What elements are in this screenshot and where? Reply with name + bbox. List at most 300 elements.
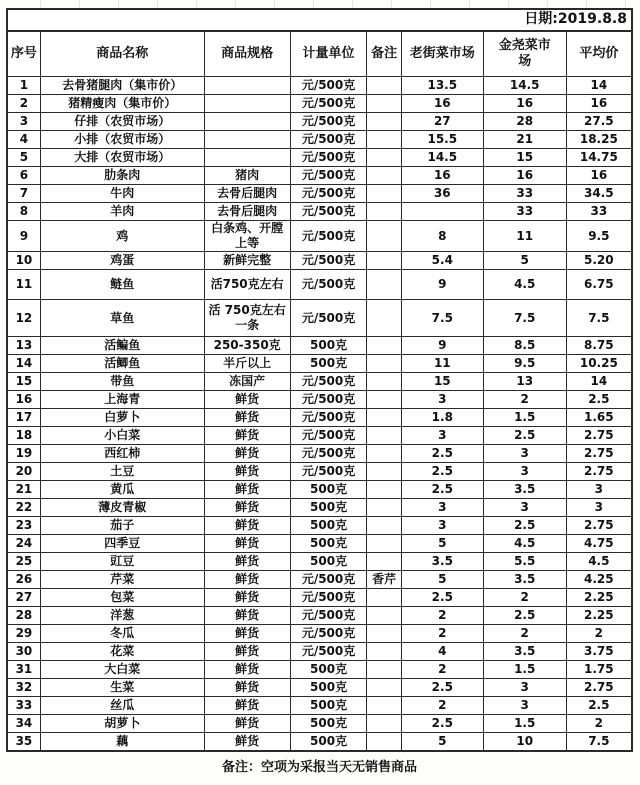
- cell-laojie-price: 2.5: [401, 481, 483, 499]
- table-row: [7, 625, 632, 643]
- cell-average-price: 9.5: [566, 221, 632, 252]
- cell-laojie-price: 4: [401, 643, 483, 661]
- cell-product-name: 薄皮青椒: [40, 499, 204, 517]
- cell-average-price: 4.25: [566, 571, 632, 589]
- cell-unit: 元/500克: [290, 463, 367, 481]
- cell-note: [367, 625, 401, 643]
- cell-laojie-price: 13.5: [401, 77, 483, 95]
- table-row: [7, 270, 632, 300]
- cell-product-name: 洋葱: [40, 607, 204, 625]
- cell-average-price: 2.5: [566, 391, 632, 409]
- cell-serial: 5: [7, 149, 40, 167]
- cell-jinyao-price: 14.5: [483, 77, 566, 95]
- cell-spec: [204, 131, 290, 149]
- cell-serial: 9: [7, 221, 40, 252]
- col-header-laojie-market: 老街菜市场: [401, 31, 483, 77]
- cell-average-price: 6.75: [566, 270, 632, 300]
- cell-laojie-price: 2: [401, 607, 483, 625]
- cell-serial: 32: [7, 679, 40, 697]
- cell-serial: 7: [7, 185, 40, 203]
- cell-serial: 31: [7, 661, 40, 679]
- cell-product-name: 黄瓜: [40, 481, 204, 499]
- cell-unit: 元/500克: [290, 643, 367, 661]
- cell-jinyao-price: 2: [483, 589, 566, 607]
- cell-note: [367, 131, 401, 149]
- cell-unit: 500克: [290, 733, 367, 752]
- cell-note: [367, 221, 401, 252]
- table-row: [7, 409, 632, 427]
- cell-laojie-price: 3: [401, 391, 483, 409]
- table-row: [7, 733, 632, 752]
- cell-unit: 元/500克: [290, 445, 367, 463]
- cell-jinyao-price: 15: [483, 149, 566, 167]
- table-row: [7, 337, 632, 355]
- cell-note: [367, 715, 401, 733]
- cell-jinyao-price: 5.5: [483, 553, 566, 571]
- cell-laojie-price: 2.5: [401, 679, 483, 697]
- cell-laojie-price: 2.5: [401, 463, 483, 481]
- cell-average-price: 2.25: [566, 607, 632, 625]
- cell-jinyao-price: 2.5: [483, 517, 566, 535]
- cell-jinyao-price: 2: [483, 391, 566, 409]
- cell-note: [367, 373, 401, 391]
- cell-serial: 28: [7, 607, 40, 625]
- cell-serial: 26: [7, 571, 40, 589]
- cell-product-name: 豇豆: [40, 553, 204, 571]
- cell-product-name: 小排（农贸市场）: [40, 131, 204, 149]
- cell-product-name: 肋条肉: [40, 167, 204, 185]
- cell-unit: 500克: [290, 661, 367, 679]
- cell-laojie-price: 5.4: [401, 252, 483, 270]
- cell-laojie-price: 7.5: [401, 300, 483, 337]
- cell-spec: [204, 77, 290, 95]
- cell-average-price: 27.5: [566, 113, 632, 131]
- cell-serial: 15: [7, 373, 40, 391]
- cell-product-name: 带鱼: [40, 373, 204, 391]
- footer-note: 备注：空项为采报当天无销售商品: [221, 760, 417, 775]
- cell-spec: 鲜货: [204, 571, 290, 589]
- cell-unit: 元/500克: [290, 589, 367, 607]
- cell-note: [367, 337, 401, 355]
- cell-jinyao-price: 9.5: [483, 355, 566, 373]
- cell-spec: 鲜货: [204, 499, 290, 517]
- table-row: [7, 131, 632, 149]
- cell-product-name: 羊肉: [40, 203, 204, 221]
- cell-product-name: 包菜: [40, 589, 204, 607]
- cell-product-name: 冬瓜: [40, 625, 204, 643]
- cell-spec: 鲜货: [204, 679, 290, 697]
- cell-jinyao-price: 2.5: [483, 427, 566, 445]
- cell-spec: 白条鸡、开膛 上等: [204, 221, 290, 252]
- cell-spec: 去骨后腿肉: [204, 203, 290, 221]
- cell-note: [367, 252, 401, 270]
- cell-average-price: 10.25: [566, 355, 632, 373]
- cell-serial: 14: [7, 355, 40, 373]
- table-row: [7, 715, 632, 733]
- cell-spec: 冻国产: [204, 373, 290, 391]
- cell-note: [367, 409, 401, 427]
- cell-serial: 1: [7, 77, 40, 95]
- table-row: [7, 517, 632, 535]
- cell-serial: 17: [7, 409, 40, 427]
- cell-serial: 8: [7, 203, 40, 221]
- cell-spec: 鲜货: [204, 715, 290, 733]
- cell-spec: 鲜货: [204, 589, 290, 607]
- cell-product-name: 仔排（农贸市场）: [40, 113, 204, 131]
- cell-jinyao-price: 21: [483, 131, 566, 149]
- cell-serial: 19: [7, 445, 40, 463]
- cell-spec: 鲜货: [204, 409, 290, 427]
- cell-jinyao-price: 1.5: [483, 715, 566, 733]
- cell-product-name: 大排（农贸市场）: [40, 149, 204, 167]
- cell-spec: 鲜货: [204, 733, 290, 752]
- table-row: [7, 185, 632, 203]
- cell-average-price: 2: [566, 625, 632, 643]
- cell-serial: 29: [7, 625, 40, 643]
- cell-jinyao-price: 1.5: [483, 409, 566, 427]
- cell-average-price: 4.75: [566, 535, 632, 553]
- cell-serial: 13: [7, 337, 40, 355]
- cell-average-price: 14: [566, 373, 632, 391]
- cell-jinyao-price: 3: [483, 697, 566, 715]
- cell-serial: 23: [7, 517, 40, 535]
- cell-unit: 元/500克: [290, 203, 367, 221]
- cell-jinyao-price: 3: [483, 499, 566, 517]
- cell-laojie-price: 36: [401, 185, 483, 203]
- cell-serial: 34: [7, 715, 40, 733]
- table-row: [7, 95, 632, 113]
- cell-jinyao-price: 33: [483, 185, 566, 203]
- cell-average-price: 5.20: [566, 252, 632, 270]
- cell-laojie-price: 9: [401, 270, 483, 300]
- cell-spec: [204, 113, 290, 131]
- table-row: [7, 300, 632, 337]
- cell-spec: 鲜货: [204, 517, 290, 535]
- cell-product-name: 小白菜: [40, 427, 204, 445]
- cell-product-name: 胡萝卜: [40, 715, 204, 733]
- cell-product-name: 牛肉: [40, 185, 204, 203]
- cell-spec: 250-350克: [204, 337, 290, 355]
- cell-laojie-price: 2: [401, 697, 483, 715]
- cell-note: [367, 553, 401, 571]
- cell-product-name: 活鲫鱼: [40, 355, 204, 373]
- cell-spec: 鲜货: [204, 391, 290, 409]
- cell-average-price: 14: [566, 77, 632, 95]
- cell-spec: 去骨后腿肉: [204, 185, 290, 203]
- cell-unit: 元/500克: [290, 95, 367, 113]
- table-row: [7, 373, 632, 391]
- cell-serial: 22: [7, 499, 40, 517]
- cell-note: [367, 391, 401, 409]
- cell-note: [367, 679, 401, 697]
- cell-note: [367, 607, 401, 625]
- cell-spec: 鲜货: [204, 445, 290, 463]
- cell-note: 香芹: [367, 571, 401, 589]
- cell-jinyao-price: 33: [483, 203, 566, 221]
- cell-product-name: 丝瓜: [40, 697, 204, 715]
- col-header-product-name: 商品名称: [40, 31, 204, 77]
- table-body: [7, 77, 632, 752]
- cell-note: [367, 77, 401, 95]
- cell-laojie-price: 3: [401, 499, 483, 517]
- cell-unit: 元/500克: [290, 221, 367, 252]
- cell-jinyao-price: 16: [483, 167, 566, 185]
- table-row: [7, 499, 632, 517]
- table-row: [7, 113, 632, 131]
- cell-unit: 元/500克: [290, 77, 367, 95]
- cell-note: [367, 270, 401, 300]
- cell-jinyao-price: 3.5: [483, 643, 566, 661]
- cell-average-price: 18.25: [566, 131, 632, 149]
- cell-spec: 鲜货: [204, 643, 290, 661]
- cell-unit: 元/500克: [290, 373, 367, 391]
- cell-laojie-price: 8: [401, 221, 483, 252]
- cell-serial: 30: [7, 643, 40, 661]
- cell-spec: 鲜货: [204, 625, 290, 643]
- cell-serial: 10: [7, 252, 40, 270]
- cell-average-price: 16: [566, 95, 632, 113]
- cell-note: [367, 661, 401, 679]
- cell-average-price: 2.75: [566, 427, 632, 445]
- cell-spec: 活 750克左右一条: [204, 300, 290, 337]
- cell-product-name: 大白菜: [40, 661, 204, 679]
- cell-average-price: 2.75: [566, 517, 632, 535]
- table-row: [7, 463, 632, 481]
- cell-average-price: 2: [566, 715, 632, 733]
- cell-average-price: 33: [566, 203, 632, 221]
- cell-serial: 11: [7, 270, 40, 300]
- cell-note: [367, 697, 401, 715]
- cell-note: [367, 300, 401, 337]
- cell-unit: 元/500克: [290, 149, 367, 167]
- cell-spec: [204, 149, 290, 167]
- cell-serial: 18: [7, 427, 40, 445]
- table-row: [7, 589, 632, 607]
- table-row: [7, 355, 632, 373]
- table-row: [7, 643, 632, 661]
- cell-serial: 27: [7, 589, 40, 607]
- cell-jinyao-price: 3: [483, 679, 566, 697]
- col-header-unit: 计量单位: [290, 31, 367, 77]
- cell-laojie-price: [401, 203, 483, 221]
- cell-jinyao-price: 7.5: [483, 300, 566, 337]
- cell-jinyao-price: 3.5: [483, 571, 566, 589]
- cell-unit: 500克: [290, 355, 367, 373]
- cell-jinyao-price: 3: [483, 463, 566, 481]
- cell-spec: 鲜货: [204, 607, 290, 625]
- cell-note: [367, 113, 401, 131]
- cell-jinyao-price: 4.5: [483, 270, 566, 300]
- cell-note: [367, 499, 401, 517]
- cell-jinyao-price: 11: [483, 221, 566, 252]
- cell-spec: 鲜货: [204, 535, 290, 553]
- cell-laojie-price: 3: [401, 517, 483, 535]
- cell-unit: 500克: [290, 697, 367, 715]
- table-row: [7, 679, 632, 697]
- table-row: [7, 221, 632, 252]
- cell-average-price: 14.75: [566, 149, 632, 167]
- cell-laojie-price: 9: [401, 337, 483, 355]
- cell-average-price: 34.5: [566, 185, 632, 203]
- cell-laojie-price: 5: [401, 733, 483, 752]
- table-row: [7, 553, 632, 571]
- cell-note: [367, 355, 401, 373]
- cell-unit: 500克: [290, 553, 367, 571]
- table-row: [7, 661, 632, 679]
- cell-spec: 活750克左右: [204, 270, 290, 300]
- col-header-note: 备注: [367, 31, 401, 77]
- cell-average-price: 1.65: [566, 409, 632, 427]
- cell-serial: 35: [7, 733, 40, 752]
- cell-laojie-price: 14.5: [401, 149, 483, 167]
- cell-serial: 16: [7, 391, 40, 409]
- cell-unit: 元/500克: [290, 607, 367, 625]
- cell-product-name: 上海青: [40, 391, 204, 409]
- cell-serial: 3: [7, 113, 40, 131]
- col-header-jinyao-market: 金尧菜市场: [483, 31, 566, 77]
- cell-product-name: 去骨猪腿肉（集市价）: [40, 77, 204, 95]
- cell-jinyao-price: 2: [483, 625, 566, 643]
- cell-unit: 元/500克: [290, 167, 367, 185]
- cell-unit: 元/500克: [290, 391, 367, 409]
- table-row: [7, 77, 632, 95]
- cell-product-name: 白萝卜: [40, 409, 204, 427]
- cell-unit: 元/500克: [290, 252, 367, 270]
- cell-serial: 24: [7, 535, 40, 553]
- cell-average-price: 2.5: [566, 697, 632, 715]
- cell-laojie-price: 15.5: [401, 131, 483, 149]
- cell-average-price: 1.75: [566, 661, 632, 679]
- cell-laojie-price: 2: [401, 625, 483, 643]
- table-row: [7, 427, 632, 445]
- spreadsheet-tick-strip: [2, 0, 638, 7]
- cell-laojie-price: 27: [401, 113, 483, 131]
- cell-unit: 元/500克: [290, 571, 367, 589]
- table-row: [7, 203, 632, 221]
- date-label: 日期:2019.8.8: [7, 9, 632, 31]
- cell-note: [367, 733, 401, 752]
- cell-laojie-price: 1.8: [401, 409, 483, 427]
- market-price-table: [6, 8, 633, 752]
- cell-unit: 元/500克: [290, 131, 367, 149]
- cell-product-name: 鸡蛋: [40, 252, 204, 270]
- cell-product-name: 草鱼: [40, 300, 204, 337]
- cell-unit: 元/500克: [290, 270, 367, 300]
- cell-jinyao-price: 2.5: [483, 607, 566, 625]
- cell-unit: 元/500克: [290, 185, 367, 203]
- cell-note: [367, 203, 401, 221]
- cell-note: [367, 149, 401, 167]
- cell-note: [367, 445, 401, 463]
- cell-product-name: 生菜: [40, 679, 204, 697]
- cell-product-name: 鸡: [40, 221, 204, 252]
- cell-spec: [204, 95, 290, 113]
- cell-unit: 元/500克: [290, 409, 367, 427]
- cell-unit: 500克: [290, 535, 367, 553]
- cell-note: [367, 463, 401, 481]
- cell-unit: 500克: [290, 499, 367, 517]
- cell-average-price: 2.75: [566, 679, 632, 697]
- cell-jinyao-price: 3.5: [483, 481, 566, 499]
- table-row: [7, 571, 632, 589]
- cell-spec: 鲜货: [204, 463, 290, 481]
- cell-note: [367, 481, 401, 499]
- cell-jinyao-price: 13: [483, 373, 566, 391]
- cell-jinyao-price: 4.5: [483, 535, 566, 553]
- col-header-spec: 商品规格: [204, 31, 290, 77]
- cell-product-name: 西红柿: [40, 445, 204, 463]
- cell-note: [367, 517, 401, 535]
- cell-unit: 500克: [290, 481, 367, 499]
- cell-laojie-price: 2.5: [401, 589, 483, 607]
- cell-unit: 500克: [290, 715, 367, 733]
- cell-laojie-price: 5: [401, 535, 483, 553]
- cell-spec: 鲜货: [204, 661, 290, 679]
- cell-unit: 500克: [290, 337, 367, 355]
- cell-laojie-price: 2.5: [401, 445, 483, 463]
- cell-serial: 20: [7, 463, 40, 481]
- cell-average-price: 4.5: [566, 553, 632, 571]
- cell-product-name: 藕: [40, 733, 204, 752]
- cell-spec: 鲜货: [204, 697, 290, 715]
- cell-unit: 元/500克: [290, 625, 367, 643]
- col-header-serial: 序号: [7, 31, 40, 77]
- cell-unit: 元/500克: [290, 113, 367, 131]
- cell-laojie-price: 3: [401, 427, 483, 445]
- cell-product-name: 活鳊鱼: [40, 337, 204, 355]
- cell-note: [367, 589, 401, 607]
- cell-average-price: 8.75: [566, 337, 632, 355]
- cell-average-price: 2.75: [566, 445, 632, 463]
- cell-product-name: 花菜: [40, 643, 204, 661]
- date-row: [7, 9, 632, 31]
- cell-jinyao-price: 28: [483, 113, 566, 131]
- cell-jinyao-price: 16: [483, 95, 566, 113]
- cell-note: [367, 167, 401, 185]
- cell-serial: 21: [7, 481, 40, 499]
- cell-serial: 2: [7, 95, 40, 113]
- cell-product-name: 芹菜: [40, 571, 204, 589]
- cell-product-name: 鲢鱼: [40, 270, 204, 300]
- cell-note: [367, 427, 401, 445]
- cell-serial: 33: [7, 697, 40, 715]
- cell-spec: 鲜货: [204, 481, 290, 499]
- table-header-row: [7, 31, 632, 77]
- cell-laojie-price: 11: [401, 355, 483, 373]
- cell-average-price: 3.75: [566, 643, 632, 661]
- cell-laojie-price: 16: [401, 95, 483, 113]
- cell-spec: 半斤以上: [204, 355, 290, 373]
- cell-note: [367, 535, 401, 553]
- table-row: [7, 167, 632, 185]
- cell-jinyao-price: 5: [483, 252, 566, 270]
- cell-spec: 猪肉: [204, 167, 290, 185]
- cell-product-name: 土豆: [40, 463, 204, 481]
- cell-laojie-price: 16: [401, 167, 483, 185]
- cell-unit: 元/500克: [290, 300, 367, 337]
- cell-laojie-price: 2: [401, 661, 483, 679]
- cell-average-price: 7.5: [566, 300, 632, 337]
- cell-spec: 新鲜完整: [204, 252, 290, 270]
- cell-note: [367, 643, 401, 661]
- table-row: [7, 607, 632, 625]
- cell-unit: 元/500克: [290, 427, 367, 445]
- table-row: [7, 535, 632, 553]
- table-row: [7, 445, 632, 463]
- cell-laojie-price: 15: [401, 373, 483, 391]
- cell-serial: 25: [7, 553, 40, 571]
- cell-average-price: 2.25: [566, 589, 632, 607]
